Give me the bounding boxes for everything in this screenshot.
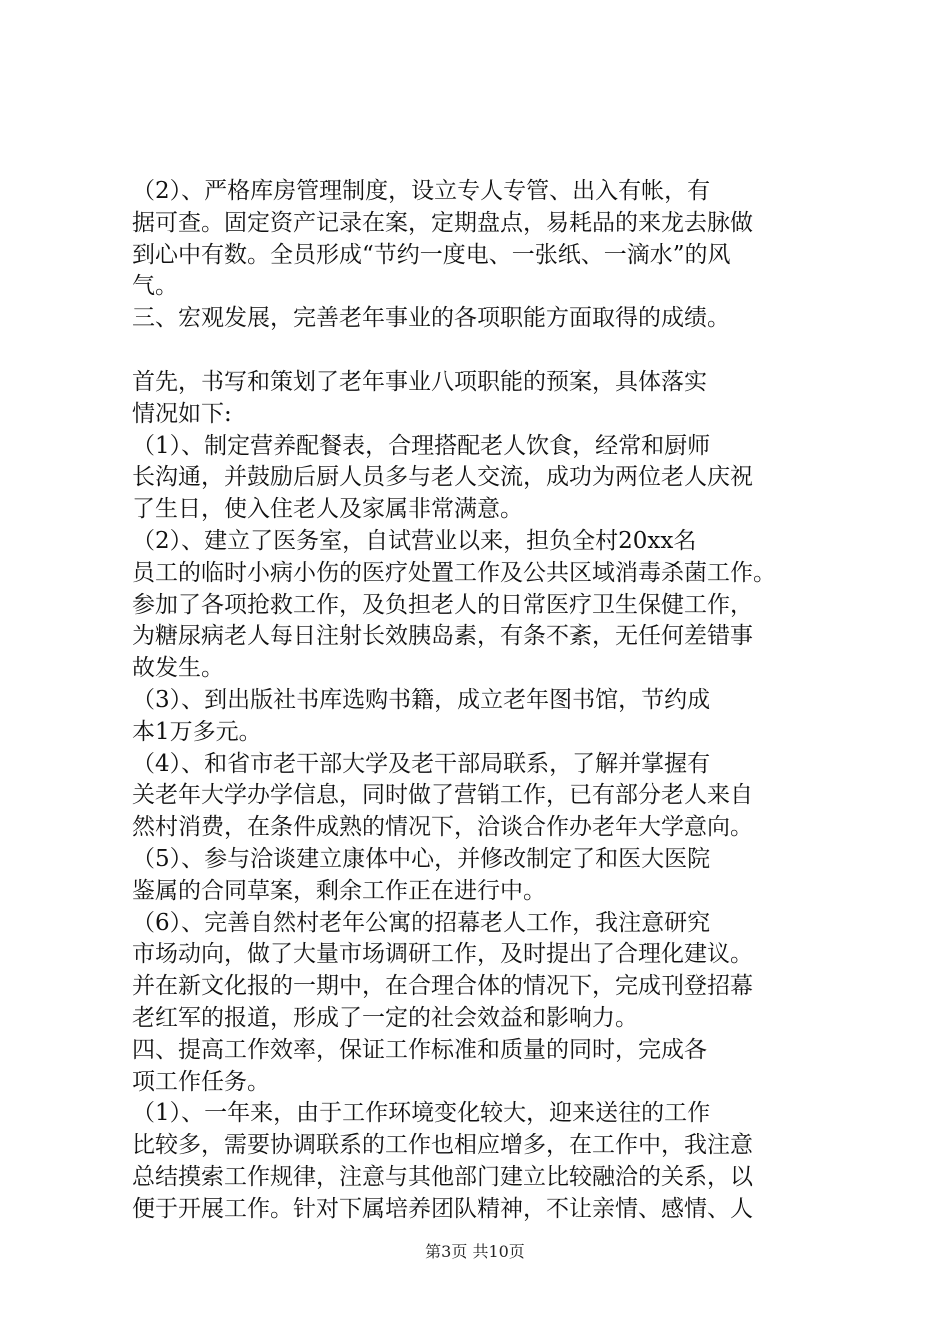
text-line: 老红军的报道，形成了一定的社会效益和影响力。	[132, 1004, 638, 1031]
text-line: 气。	[132, 273, 178, 300]
text-line: 总结摸索工作规律，注意与其他部门建立比较融洽的关系，以	[132, 1163, 753, 1190]
text-line: 鉴属的合同草案，剩余工作正在进行中。	[132, 877, 546, 904]
text-line: （2）、严格库房管理制度，设立专人专管、出入有帐，有	[132, 178, 711, 204]
text-line: 到心中有数。全员形成“节约一度电、一张纸、一滴水”的风	[132, 241, 731, 268]
text-line: （6）、完善自然村老年公寓的招幕老人工作，我注意研究	[132, 909, 711, 936]
text-line: （5）、参与洽谈建立康体中心，并修改制定了和医大医院	[132, 845, 711, 872]
text-line: 比较多，需要协调联系的工作也相应增多，在工作中，我注意	[132, 1132, 753, 1159]
section-heading: 四、提高工作效率，保证工作标准和质量的同时，完成各	[132, 1036, 707, 1063]
text-line: 故发生。	[132, 655, 224, 682]
page-number: 第3页 共10页	[425, 1242, 525, 1261]
text-line: 市场动向，做了大量市场调研工作，及时提出了合理化建议。	[132, 941, 753, 968]
text-line: 本1万多元。	[132, 718, 262, 745]
text-line: （2）、建立了医务室，自试营业以来，担负全村20xx名	[132, 527, 697, 554]
text-line: 并在新文化报的一期中，在合理合体的情况下，完成刊登招幕	[132, 973, 753, 1000]
text-line: 项工作任务。	[132, 1068, 270, 1095]
text-line: 据可查。固定资产记录在案，定期盘点，易耗品的来龙去脉做	[132, 209, 753, 236]
text-line: 员工的临时小病小伤的医疗处置工作及公共区域消毒杀菌工作。	[132, 559, 776, 586]
text-line: 便于开展工作。针对下属培养团队精神，不让亲情、感情、人	[132, 1195, 753, 1222]
text-line: （3）、到出版社书库选购书籍，成立老年图书馆，节约成	[132, 686, 711, 713]
text-line: 然村消费，在条件成熟的情况下，洽谈合作办老年大学意向。	[132, 814, 753, 841]
text-line: 长沟通，并鼓励后厨人员多与老人交流，成功为两位老人庆祝	[132, 464, 753, 491]
text-line: 了生日，使入住老人及家属非常满意。	[132, 496, 523, 523]
text-line: 关老年大学办学信息，同时做了营销工作，已有部分老人来自	[132, 782, 753, 809]
section-heading: 三、宏观发展，完善老年事业的各项职能方面取得的成绩。	[132, 305, 730, 332]
text-line: 为糖尿病老人每日注射长效胰岛素，有条不紊，无任何差错事	[132, 623, 753, 650]
document-body	[132, 176, 844, 1226]
text-line: （1）、制定营养配餐表，合理搭配老人饮食，经常和厨师	[132, 432, 711, 459]
text-line: （4）、和省市老干部大学及老干部局联系，了解并掌握有	[132, 750, 711, 777]
text-line: （1）、一年来，由于工作环境变化较大，迎来送往的工作	[132, 1100, 711, 1127]
text-line: 首先，书写和策划了老年事业八项职能的预案，具体落实	[132, 368, 707, 395]
text-line: 情况如下:	[132, 400, 232, 427]
text-line: 参加了各项抢救工作，及负担老人的日常医疗卫生保健工作，	[132, 591, 753, 618]
blank-line	[132, 335, 844, 367]
